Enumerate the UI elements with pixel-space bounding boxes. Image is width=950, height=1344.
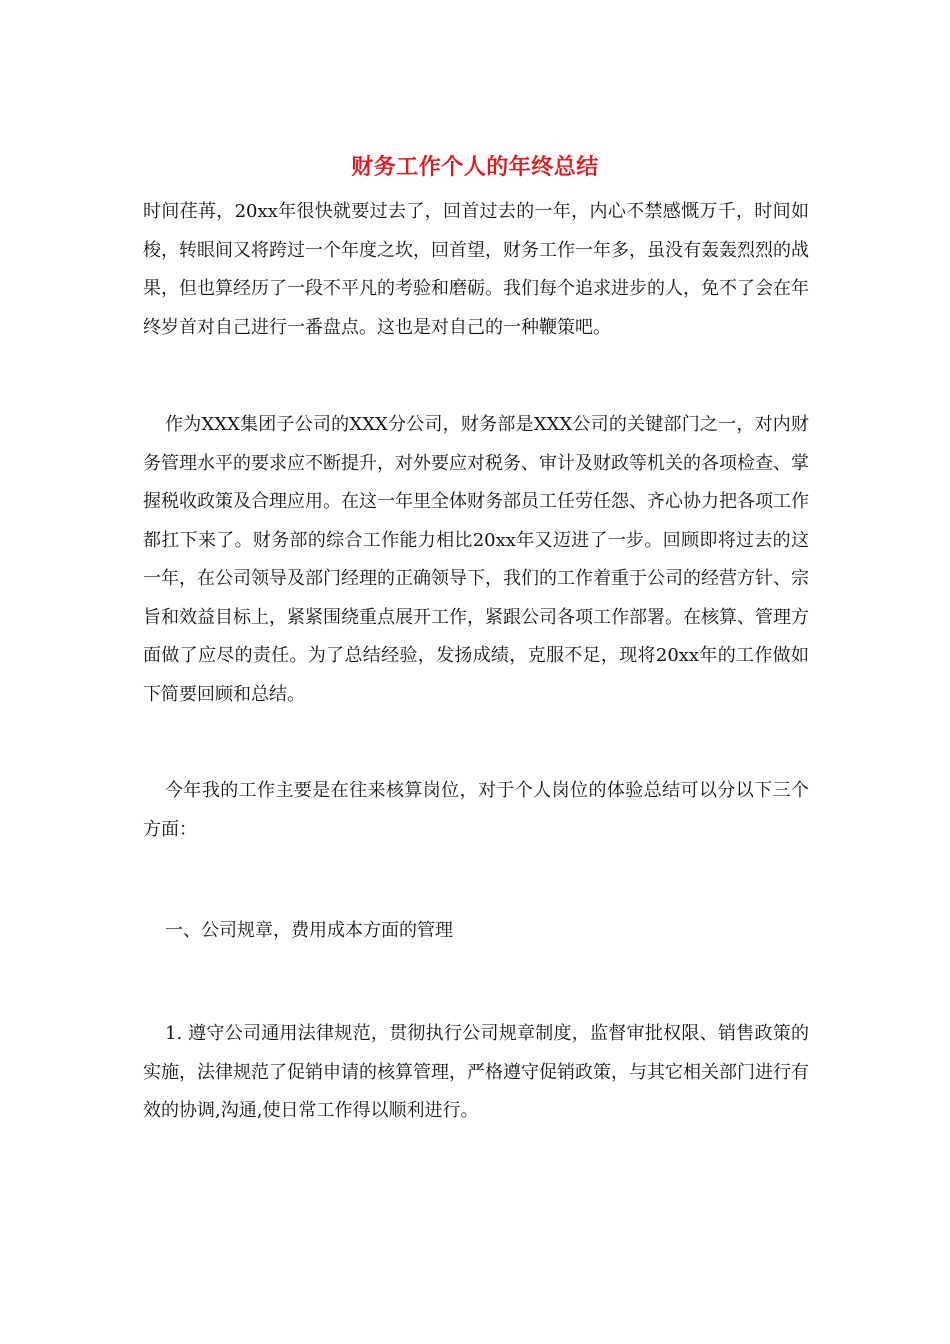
paragraph-department-overview: 作为XXX集团子公司的XXX分公司，财务部是XXX公司的关键部门之一，对内财务管理水平的要求应不断提升，对外要应对税务、审计及财政等机关的各项检查、掌握税收政策及合理应用。在这一年里全体财务部员工任劳任怨、齐心协力把各项工作都扛下来了。财务部的综合工作能力相比20xx年又迈进了一步。回顾即将过去的这一年，在公司领导及部门经理的正确领导下，我们的工作着重于公司的经营方针、宗旨和效益目标上，紧紧围绕重点展开工作，紧跟公司各项工作部署。在核算、管理方面做了应尽的责任。为了总结经验，发扬成绩，克服不足，现将20xx年的工作做如下简要回顾和总结。 bbox=[143, 414, 809, 705]
paragraph-intro: 时间荏苒，20xx年很快就要过去了，回首过去的一年，内心不禁感慨万千，时间如梭，转眼间又将跨过一个年度之坎，回首望，财务工作一年多，虽没有轰轰烈烈的战果，但也算经历了一段不平凡的考验和磨砺。我们每个追求进步的人，免不了会在年终岁首对自己进行一番盘点。这也是对自己的一种鞭策吧。 bbox=[143, 201, 809, 338]
document-title: 财务工作个人的年终总结 bbox=[351, 154, 599, 180]
paragraph-role-summary: 今年我的工作主要是在往来核算岗位，对于个人岗位的体验总结可以分以下三个方面： bbox=[143, 780, 809, 840]
section-heading-1: 一、公司规章，费用成本方面的管理 bbox=[165, 920, 453, 941]
paragraph-item-1: 1. 遵守公司通用法律规范，贯彻执行公司规章制度，监督审批权限、销售政策的实施，法律规范了促销申请的核算管理，严格遵守促销政策，与其它相关部门进行有效的协调,沟通,使日常工作得以顺利进行。 bbox=[143, 1023, 809, 1121]
